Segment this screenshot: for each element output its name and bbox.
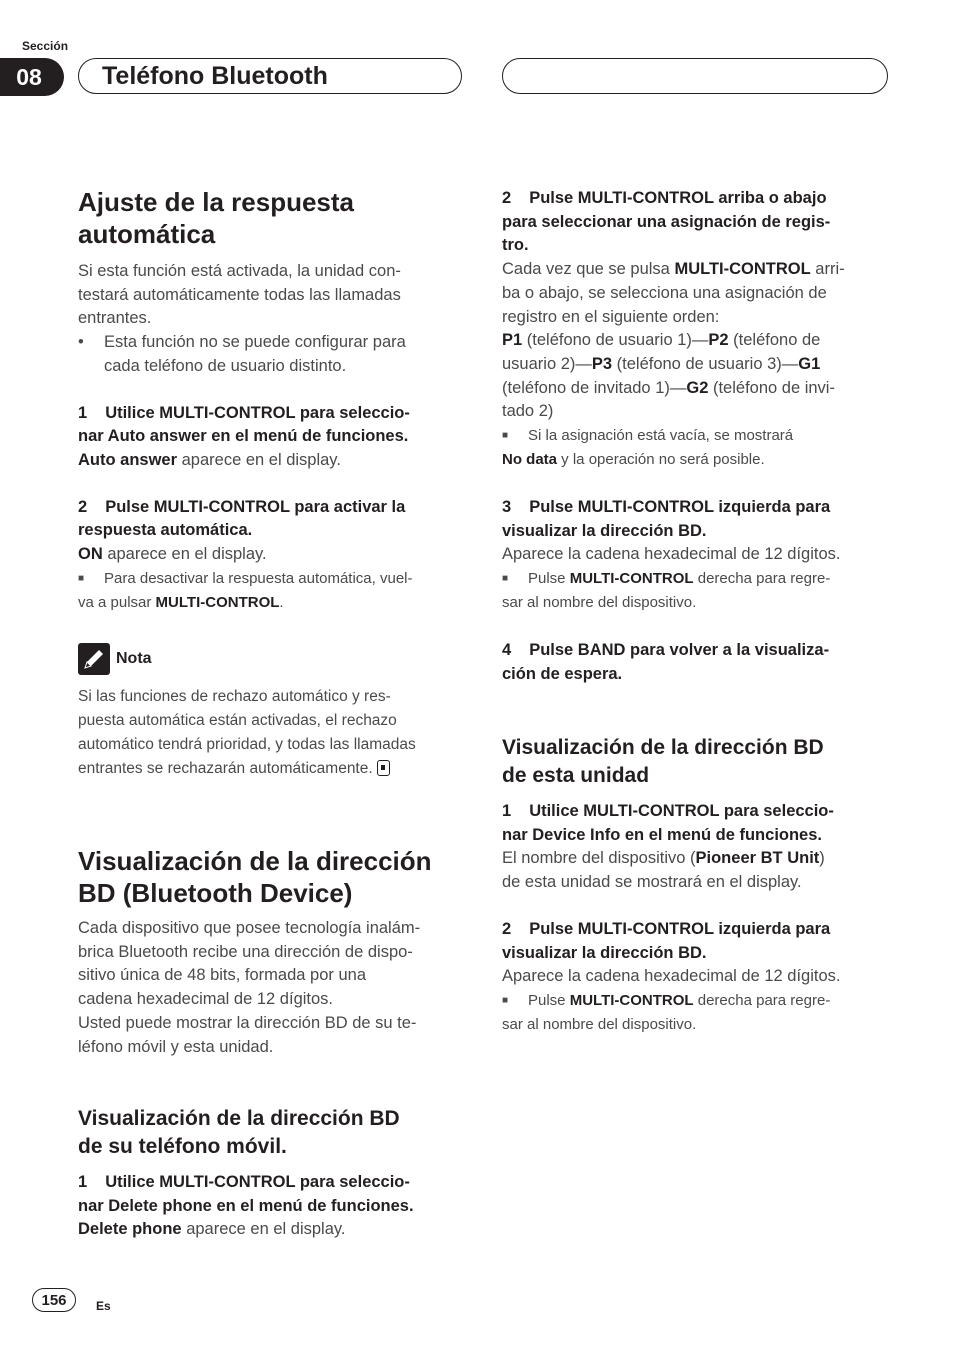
section-tab-empty [502, 58, 888, 94]
auto-answer-intro: Si esta función está activada, la unidad con- testará automáticamente todas las llamadas entrantes. [78, 262, 401, 328]
note-label: Nota [116, 649, 152, 667]
auto-answer-bullet: • Esta función no se puede configurar para cada teléfono de usuario distinto. [78, 333, 406, 375]
phone-bd-step-1: 1 Utilice MULTI-CONTROL para seleccio- nar Delete phone en el menú de funciones. Delete phone aparece en el display. [78, 1173, 414, 1239]
auto-answer-step-1: 1 Utilice MULTI-CONTROL para seleccio- nar Auto answer en el menú de funciones. Auto answer aparece en el display. [78, 403, 410, 469]
phone-bd-heading: Visualización de la dirección BD de su teléfono móvil. [78, 1107, 400, 1158]
end-mark-icon [377, 760, 390, 776]
unit-bd-heading: Visualización de la dirección BD de esta unidad [502, 736, 824, 787]
auto-answer-section [78, 186, 464, 781]
unit-bd-section [502, 734, 886, 1037]
step-2-register: 2 Pulse MULTI-CONTROL arriba o abajo para seleccionar una asignación de regis- tro. Cada vez que se pulsa MULTI-CONTROL arri- ba o abajo, se selecciona una asignación de registro en el siguiente orden: P1 (teléfono de usuario 1)—P2 (teléfono de usuario 2)—P3 (teléfono de usuario 3)—G1 (teléfono de invitado 1)—G2 (teléfono de invi- tado 2) ■ Si la asignación está vacía, se mostrará No data y la operación no será posible. [502, 189, 845, 469]
phone-bd-section [78, 1105, 464, 1242]
bd-address-heading: Visualización de la dirección BD (Bluetooth Device) [78, 846, 432, 908]
bd-address-section [78, 845, 464, 1059]
section-number-badge: 08 [0, 58, 64, 96]
section-title: Teléfono Bluetooth [102, 62, 328, 90]
note-text: Si las funciones de rechazo automático y res- puesta automática están activadas, el rechazo automático tendrá prioridad, y todas las llamadas entrantes se rechazarán automáticamente. [78, 687, 416, 777]
step-4-band: 4 Pulse BAND para volver a la visualiza- ción de espera. [502, 641, 830, 683]
step-3-show-bd: 3 Pulse MULTI-CONTROL izquierda para visualizar la dirección BD. Aparece la cadena hexadecimal de 12 dígitos. ■ Pulse MULTI-CONTROL derecha para regre- sar al nombre del dispositivo. [502, 498, 841, 612]
bd-address-body: Cada dispositivo que posee tecnología inalám- brica Bluetooth recibe una dirección de dispo- sitivo única de 48 bits, formada por una cadena hexadecimal de 12 dígitos. Usted puede mostrar la dirección BD de su te- léfono móvil y esta unidad. [78, 919, 421, 1056]
page-number: 156 [32, 1288, 76, 1312]
language-code: Es [96, 1299, 111, 1313]
unit-bd-step-2: 2 Pulse MULTI-CONTROL izquierda para visualizar la dirección BD. Aparece la cadena hexadecimal de 12 dígitos. ■ Pulse MULTI-CONTROL derecha para regre- sar al nombre del dispositivo. [502, 919, 841, 1033]
note-block [78, 643, 464, 781]
unit-bd-step-1: 1 Utilice MULTI-CONTROL para seleccio- nar Device Info en el menú de funciones. El nombre del dispositivo (Pioneer BT Unit) de esta unidad se mostrará en el display. [502, 802, 834, 892]
pencil-note-icon [78, 643, 110, 675]
auto-answer-heading: Ajuste de la respuesta automática [78, 187, 354, 249]
auto-answer-step-2: 2 Pulse MULTI-CONTROL para activar la respuesta automática. ON aparece en el display. ■ Para desactivar la respuesta automática, vuel- va a pulsar MULTI-CONTROL. [78, 497, 413, 611]
section-label: Sección [22, 39, 69, 53]
